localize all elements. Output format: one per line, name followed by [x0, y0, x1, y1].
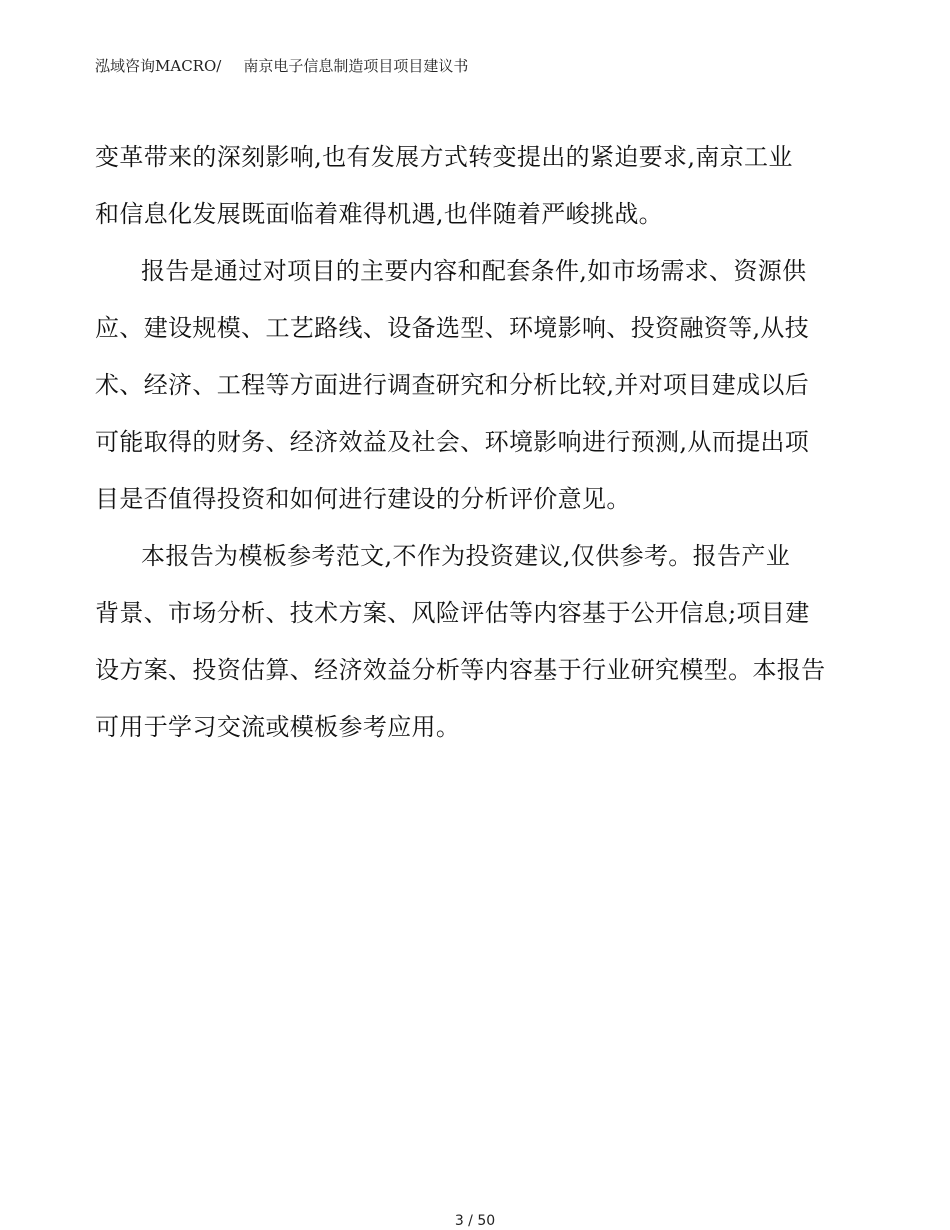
text-line: 可用于学习交流或模板参考应用。 [95, 713, 461, 741]
text-line: 设方案、投资估算、经济效益分析等内容基于行业研究模型。本报告 [95, 656, 826, 684]
text-line: 和信息化发展既面临着难得机遇,也伴随着严峻挑战。 [95, 200, 664, 228]
header-company: 泓域咨询MACRO/ [95, 57, 222, 75]
running-header [95, 56, 468, 76]
text-line: 可能取得的财务、经济效益及社会、环境影响进行预测,从而提出项 [95, 428, 810, 456]
text-line: 术、经济、工程等方面进行调查研究和分析比较,并对项目建成以后 [95, 371, 810, 399]
text-line: 目是否值得投资和如何进行建设的分析评价意见。 [95, 485, 631, 513]
page-number: 3 / 50 [454, 1213, 496, 1229]
body-text [95, 129, 840, 756]
text-line: 报告是通过对项目的主要内容和配套条件,如市场需求、资源供 [141, 257, 807, 285]
text-line: 本报告为模板参考范文,不作为投资建议,仅供参考。报告产业 [141, 542, 791, 570]
text-line: 背景、市场分析、技术方案、风险评估等内容基于公开信息;项目建 [95, 599, 810, 627]
text-line: 应、建设规模、工艺路线、设备选型、环境影响、投资融资等,从技 [95, 314, 810, 342]
header-document-title: 南京电子信息制造项目项目建议书 [243, 57, 469, 75]
text-line: 变革带来的深刻影响,也有发展方式转变提出的紧迫要求,南京工业 [95, 143, 793, 171]
